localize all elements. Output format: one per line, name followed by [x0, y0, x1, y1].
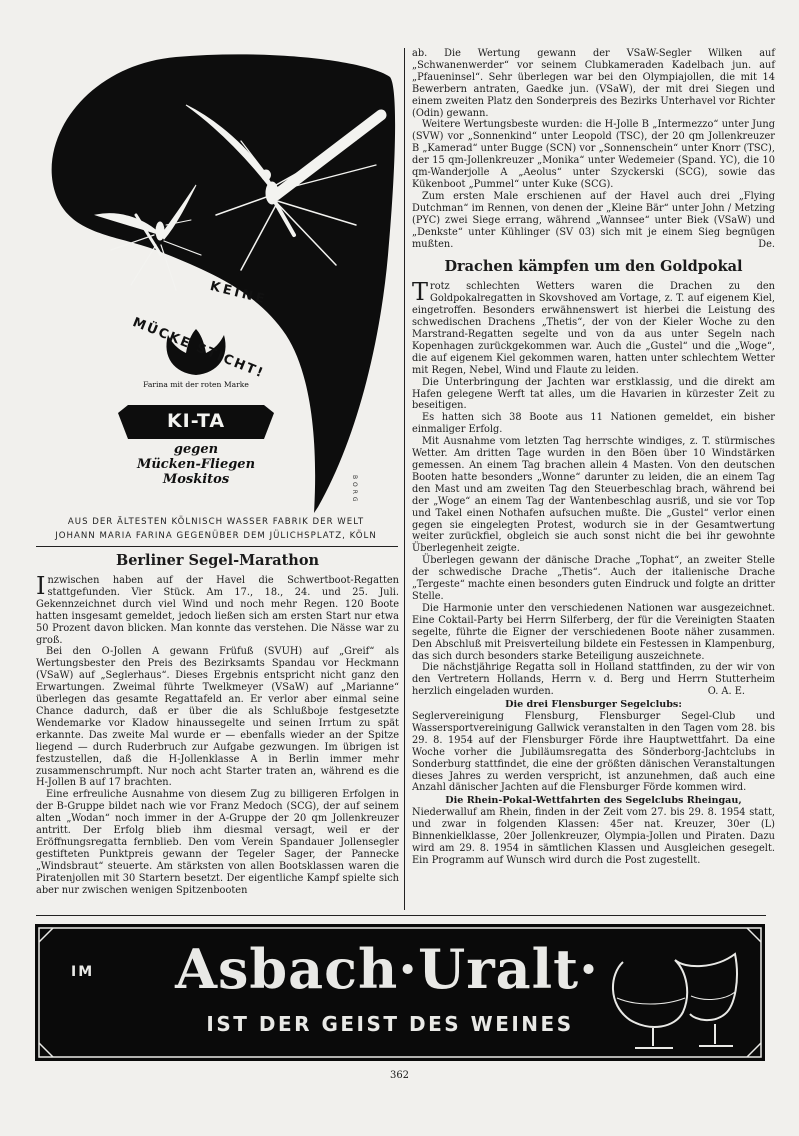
paragraph-text: Zum ersten Male erschienen auf der Havel auch drei „Flying Dutchman“ im Rennen, von denen der „Kleine Bär“ unter John / Metzing (PYC) zwei Siege errang, während „Wannsee“ unter Biek (VSaW) und „Denkste“ unter Kühlinger (SV 03) sich mit je einem Sieg begnügen mußten. — [412, 190, 775, 250]
paragraph: ab. Die Wertung gewann der VSaW-Segler Wilken auf „Schwanenwerder“ vor seinem Clubkameraden Kadelbach jun. auf „Pfaueninsel“. Sehr überlegen war bei den Olympiajollen, die mit 14 Bewerbern antraten, Gaedke jun. (VSaW), der mit drei Siegen und einem zweiten Platz den Sonderpreis des Bezirks Unterhavel vor Richter (Odin) gewann. — [412, 48, 775, 119]
article-column-right — [412, 48, 775, 918]
paragraph: Mit Ausnahme vom letzten Tag herrschte windiges, z. T. stürmisches Wetter. Am dritten Tage wurden in den Böen über 10 Windstärken gemessen. An einem Tag brachen allein 4 Masten. Von den deutschen Booten hatte besonders „Wonne“ darunter zu leiden, die an einem Tag den Mast und am zweiten Tag den Steuerbeschlag brach, während bei der „Woge“ an einem Tag der Wantenbeschlag ausriß, und sie vor Top und Takel einen Nothafen aufsuchen mußte. Die „Gustel“ verlor einen gegen sie eingelegten Protest, wodurch sie in der Gesamtwertung weiter zurückfiel, obgleich sie auch sonst nicht die bei ihr gewohnte Überlegenheit zeigte. — [412, 436, 775, 555]
signature: De. — [758, 238, 775, 250]
notice-heading-flensburg: Die drei Flensburger Segelclubs: — [505, 699, 682, 711]
paragraph: Eine erfreuliche Ausnahme von diesem Zug zu billigeren Erfolgen in der B-Gruppe bildet nach wie vor Franz Medoch (SCG), der auf seinem alten „Wodan“ noch immer in der A-Gruppe der 20 qm Jollenkreuzer antritt. Der Erfolg blieb ihm diesmal versagt, weil er der Eröffnungsregatta fernblieb. Den vom Verein Spandauer Jollensegler gestifteten Punktpreis gewann der Tegeler Sager, der Pannecke „Windsbraut“ steuerte. Am stärksten von allen Bootsklassen waren die Piratenjollen mit 30 Startern besetzt. Der eigentliche Kampf spielte sich aber nur zwischen wenigen Spitzenbooten — [36, 789, 399, 896]
paragraph — [412, 662, 775, 698]
page-number: 362 — [389, 1070, 410, 1081]
tagline-line: Mücken-Fliegen — [136, 457, 256, 472]
paragraph: Die Harmonie unter den verschiedenen Nationen war ausgezeichnet. Eine Coktail-Party bei Herrn Silferberg, der für die Vereinigten Staaten segelte, führte die Eigner der verschiedenen Boote näher zusammen. Den Abschluß mit Preisverteilung bildete ein Festessen in Klampenburg, das sich durch besonders starke Beteiligung auszeichnete. — [412, 602, 775, 662]
asbach-prefix: IM — [71, 964, 95, 980]
tagline-line: gegen — [173, 442, 219, 457]
asbach-advertisement — [35, 924, 765, 1061]
paragraph: Bei den O-Jollen A gewann Früfuß (SVUH) auf „Greif“ als Wertungsbester den Preis des Bezirksamts Spandau vor Heckmann (VSaW) auf „Seglerhaus“. Dieses Ergebnis entspricht nicht ganz den Erwartungen. Zweimal führte Twelkmeyer (VSaW) auf „Marianne“ überlegen das gesamte Regattafeld an. Er verlor aber einmal seine Chance dadurch, daß er über die als Schlußboje festgesetzte Wendemarke vor Kladow hinaussegelte und seinen Irrtum zu spät erkannte. Das zweite Mal wurde er — ebenfalls wieder an der Spitze liegend — durch Ruderbruch zur Aufgabe gezwungen. Im übrigen ist festzustellen, daß die H-Jollenklasse A in Berlin immer mehr zusammenschrumpft. Nur noch acht Starter traten an, während es die H-Jollen B auf 17 brachten. — [36, 646, 399, 789]
column-divider — [404, 48, 405, 910]
artist-signature: BORG — [351, 475, 358, 505]
tagline-line: Moskitos — [162, 472, 230, 487]
dropcap: T — [412, 278, 429, 307]
kita-advertisement — [36, 45, 396, 542]
ad-footer-line: JOHANN MARIA FARINA GEGENÜBER DEM JÜLICHSPLATZ, KÖLN — [55, 531, 377, 541]
divider — [36, 546, 398, 547]
kita-brand: KI-TA — [166, 410, 226, 432]
paragraph — [412, 191, 775, 251]
paragraph — [36, 572, 399, 646]
asbach-slogan: IST DER GEIST DES WEINES — [206, 1012, 574, 1036]
paragraph-text: Die nächstjährige Regatta soll in Holland stattfinden, zu der wir von den Vertretern Hollands, Herrn v. d. Berg und Herrn Stutterheim herzlich eingeladen wurden. — [412, 662, 775, 698]
slogan-line-muecke: MÜCKE STICHT! — [130, 315, 267, 382]
paragraph — [412, 278, 775, 376]
divider — [36, 915, 766, 916]
signature: O. A. E. — [707, 686, 745, 698]
paragraph: Es hatten sich 38 Boote aus 11 Nationen gemeldet, ein bisher einmaliger Erfolg. — [412, 412, 775, 436]
paragraph-text: nzwischen haben auf der Havel die Schwertboot-Regatten stattgefunden. Vier Stück. Am 17., 18., 24. und 25. Juli. Gekennzeichnet durch viel Wind und noch mehr Regen. 120 Boote hatten insgesamt gemeldet, jedoch ließen sich am ersten Start nur etwa 50 Prozent davon blicken. Man konnte das verstehen. Die Nässe war zu groß. — [36, 575, 399, 646]
headline-marathon: Berliner Segel-Marathon — [115, 552, 320, 569]
paragraph: Weitere Wertungsbeste wurden: die H-Jolle B „Intermezzo“ unter Jung (SVW) vor „Sonnenkind“ unter Leopold (TSC), der 20 qm Jollenkreuzer B „Kamerad“ unter Bugge (SCN) vor „Sonnenschein“ unter Knorr (TSC), der 15 qm-Jollenkreuzer „Monika“ unter Wedemeier (Spand. YC), die 10 qm-Wanderjolle A „Aeolus“ unter Szyckerski (SCG), sowie das Kükenboot „Pummel“ unter Kuke (SCG). — [412, 119, 775, 190]
headline-drachen: Drachen kämpfen um den Goldpokal — [444, 258, 743, 276]
paragraph: Seglervereinigung Flensburg, Flensburger Segel-Club und Wassersportvereinigung Gallwick veranstalten in den Tagen vom 28. bis 29. 8. 1954 auf der Flensburger Förde ihre Hauptwettfahrt. Da eine Woche vorher die Jubiläumsregatta des Sönderborg-Jachtclubs in Sonderburg stattfindet, die eine der größten dänischen Veranstaltungen dieses Jahres zu werden verspricht, ist anzunehmen, daß auch eine Anzahl dänischer Jachten auf die Flensburger Förde kommen wird. — [412, 711, 775, 794]
paragraph: Die Unterbringung der Jachten war erstklassig, und die direkt am Hafen gelegene Werft tat alles, um die Havarien in kürzester Zeit zu beseitigen. — [412, 376, 775, 412]
slogan-line-keine: KEINE — [208, 279, 269, 308]
tulip-logo-icon — [166, 329, 225, 375]
paragraph-text: rotz schlechten Wetters waren die Drachen zu den Goldpokalregatten in Skovshoved am Vortage, z. T. auf eigenem Kiel, eingetroffen. Besonders erwähnenswert ist hierbei die Leistung des schwedischen Drachens „Thetis“, der von der Kieler Woche zu den Marstrand-Regatten segelte und von da aus unter Segeln nach Kopenhagen zurückgekommen war. Auch die „Gustel“ und die „Woge“, die auf eigenem Kiel gekommen waren, hatten unter schlechtem Wetter mit Regen, Nebel, Wind und Flaute zu leiden. — [412, 281, 775, 376]
paragraph: Überlegen gewann der dänische Drache „Tophat“, an zweiter Stelle der schwedische Drache „Thetis“. Auch der italienische Drache „Tergeste“ machte einen besonders guten Eindruck und folgte an dritter Stelle. — [412, 555, 775, 602]
asbach-brand: Asbach·Uralt· — [175, 937, 599, 1001]
article-column-left — [36, 548, 399, 910]
kita-tagline — [116, 442, 276, 487]
farina-label: Farina mit der roten Marke — [143, 380, 249, 389]
ad-footer-line: AUS DER ÄLTESTEN KÖLNISCH WASSER FABRIK DER WELT — [67, 517, 365, 527]
dropcap: I — [36, 572, 46, 600]
notice-heading-rheingau: Die Rhein-Pokal-Wettfahrten des Segelclubs Rheingau, — [445, 795, 742, 807]
paragraph: Niederwalluf am Rhein, finden in der Zeit vom 27. bis 29. 8. 1954 statt, und zwar in folgenden Klassen: 45er nat. Kreuzer, 30er (L) Binnenkielklasse, 20er Jollenkreuzer, Olympia-Jollen und Piraten. Dazu wird am 29. 8. 1954 in sämtlichen Klassen und Ausgleichen gesegelt. Ein Programm auf Wunsch wird durch die Post zugestellt. — [412, 807, 775, 866]
